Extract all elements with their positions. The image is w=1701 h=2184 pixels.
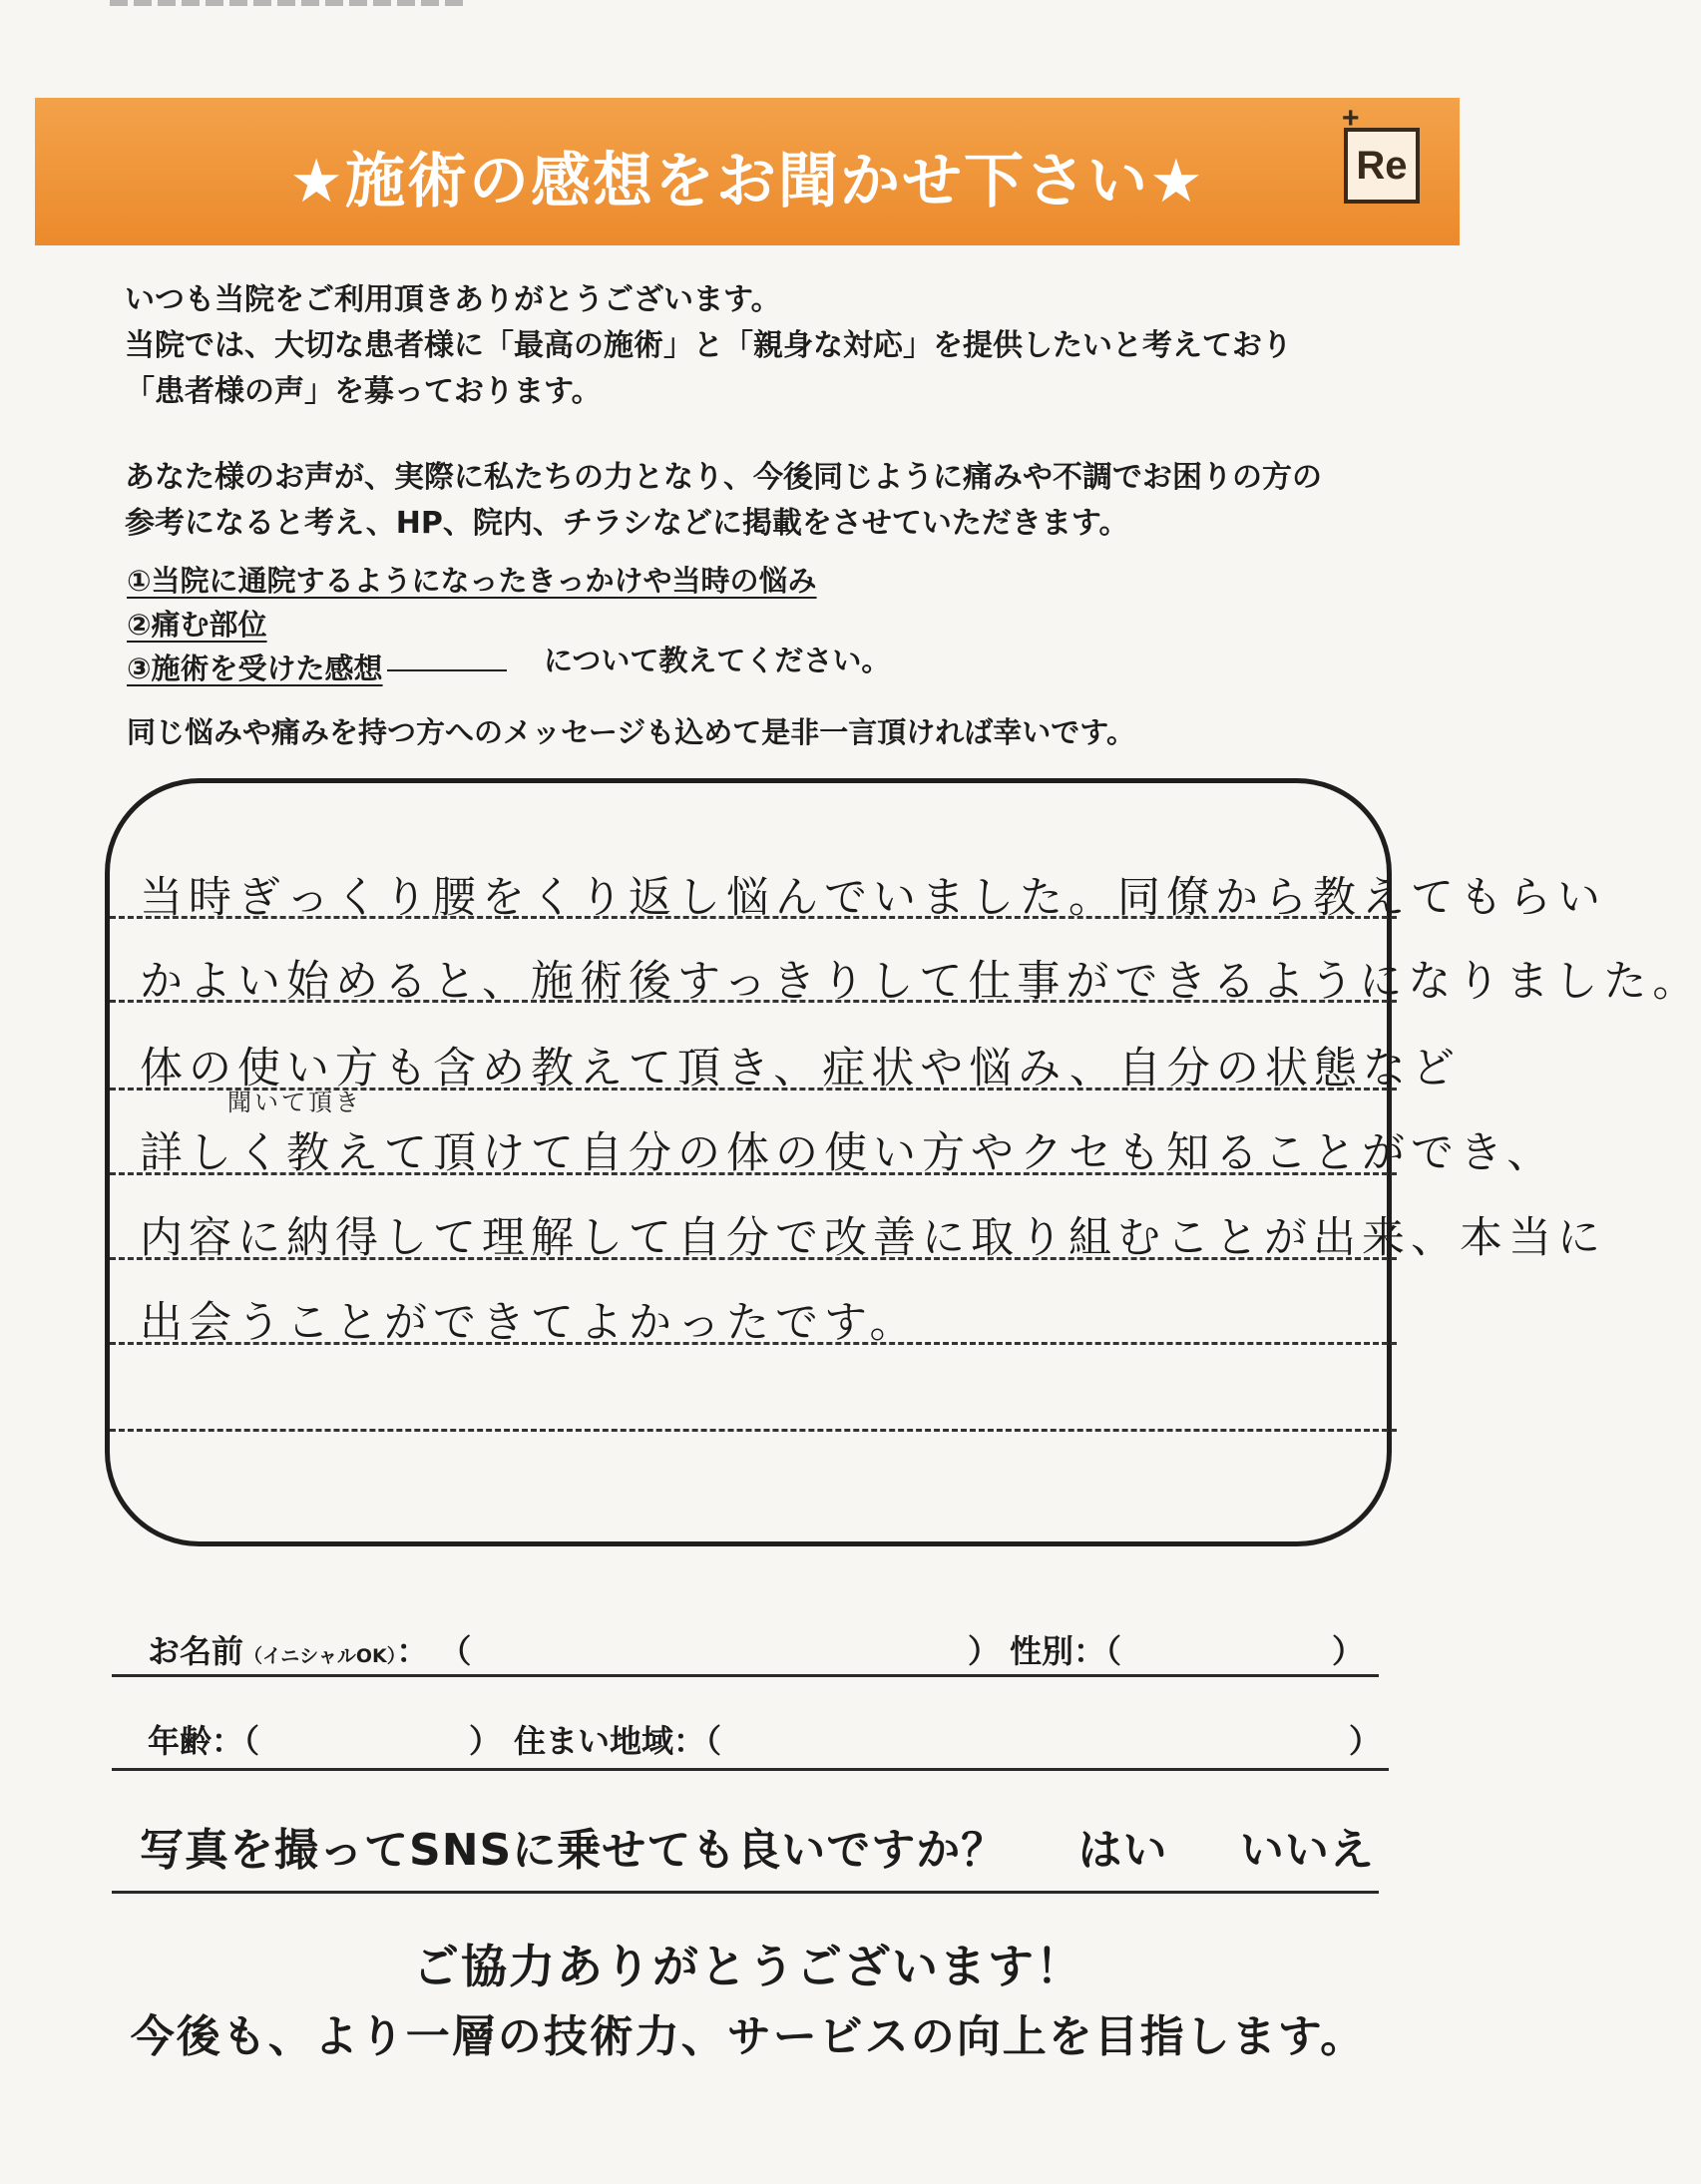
colon: ： — [396, 1632, 429, 1670]
area-label: 住まい地域： — [514, 1722, 706, 1760]
sns-question-text: 写真を撮ってSNSに乗せても良いですか？ — [140, 1825, 1007, 1876]
title-banner — [35, 98, 1460, 245]
question-3-underline — [387, 669, 507, 671]
gender-label: 性別： — [1010, 1632, 1106, 1670]
logo-plus-mark: + — [1342, 102, 1360, 135]
closing-line: 今後も、より一層の技術力、サービスの向上を目指します。 — [130, 2011, 1367, 2062]
sns-question — [140, 1814, 1375, 1878]
dashed-line — [110, 1429, 1397, 1432]
intro-line: あなた様のお声が、実際に私たちの力となり、今後同じように痛みや不調でお困りの方の — [125, 460, 1322, 495]
gender-field[interactable] — [1010, 1626, 1121, 1672]
sns-underline — [112, 1891, 1379, 1894]
area-paren-close: ） — [1349, 1722, 1382, 1760]
question-2: ②痛む部位 — [127, 608, 267, 642]
paren-open: （ — [705, 1722, 722, 1760]
age-label: 年齢： — [148, 1722, 244, 1760]
age-underline — [112, 1768, 1389, 1771]
handwritten-line-1: 当時ぎっくり腰をくり返し悩んでいました。同僚から教えてもらい — [140, 873, 1606, 923]
intro-line: 参考になると考え、HP、院内、チラシなどに掲載をさせていただきます。 — [125, 506, 1129, 541]
name-note: （イニシャルOK） — [243, 1645, 397, 1667]
paren-open: （ — [1105, 1632, 1122, 1670]
age-paren-close: ） — [469, 1722, 502, 1760]
name-label: お名前 — [148, 1632, 244, 1670]
name-underline — [112, 1674, 1379, 1677]
question-tail: について教えてください。 — [544, 644, 891, 677]
thanks-line: ご協力ありがとうございます！ — [413, 1940, 1083, 1993]
re-logo — [1342, 102, 1420, 204]
spacer — [125, 415, 1422, 455]
intro-line: 当院では、大切な患者様に「最高の施術」と「親身な対応」を提供したいと考えており — [125, 328, 1292, 363]
gender-paren-close: ） — [1332, 1632, 1365, 1670]
handwritten-line-5: 内容に納得して理解して自分で改善に取り組むことが出来、本当に — [140, 1213, 1606, 1263]
handwritten-line-3: 体の使い方も含め教えて頂き、症状や悩み、自分の状態など — [140, 1044, 1461, 1093]
name-field[interactable] — [148, 1626, 471, 1672]
top-edge-remnant — [110, 0, 469, 6]
area-field[interactable] — [514, 1716, 721, 1762]
sns-yes-option[interactable]: はい — [1077, 1825, 1168, 1876]
sns-no-option[interactable]: いいえ — [1239, 1825, 1375, 1876]
name-paren-close: ） — [968, 1632, 1001, 1670]
age-field[interactable] — [148, 1716, 259, 1762]
handwritten-line-2: かよい始めると、施術後すっきりして仕事ができるようになりました。 — [140, 957, 1701, 1007]
handwritten-insert: 聞いて頂き — [227, 1089, 362, 1116]
intro-text — [125, 277, 1422, 547]
paren-open: （ — [243, 1722, 260, 1760]
intro-line: 「患者様の声」を募っております。 — [125, 374, 602, 409]
intro-line: いつも当院をご利用頂きありがとうございます。 — [125, 282, 781, 317]
question-1: ①当院に通院するようになったきっかけや当時の悩み — [127, 564, 817, 598]
logo-text: Re — [1356, 143, 1408, 188]
message-request: 同じ悩みや痛みを持つ方へのメッセージも込めて是非一言頂ければ幸いです。 — [127, 715, 1135, 749]
banner-title: ★施術の感想をお聞かせ下さい★ — [289, 147, 1205, 217]
handwritten-line-4: 詳しく教えて頂けて自分の体の使い方やクセも知ることができ、 — [140, 1128, 1556, 1178]
handwritten-line-6: 出会うことができてよかったです。 — [140, 1298, 919, 1348]
question-3: ③施術を受けた感想 — [127, 652, 383, 685]
paren-open: （ — [439, 1632, 472, 1670]
